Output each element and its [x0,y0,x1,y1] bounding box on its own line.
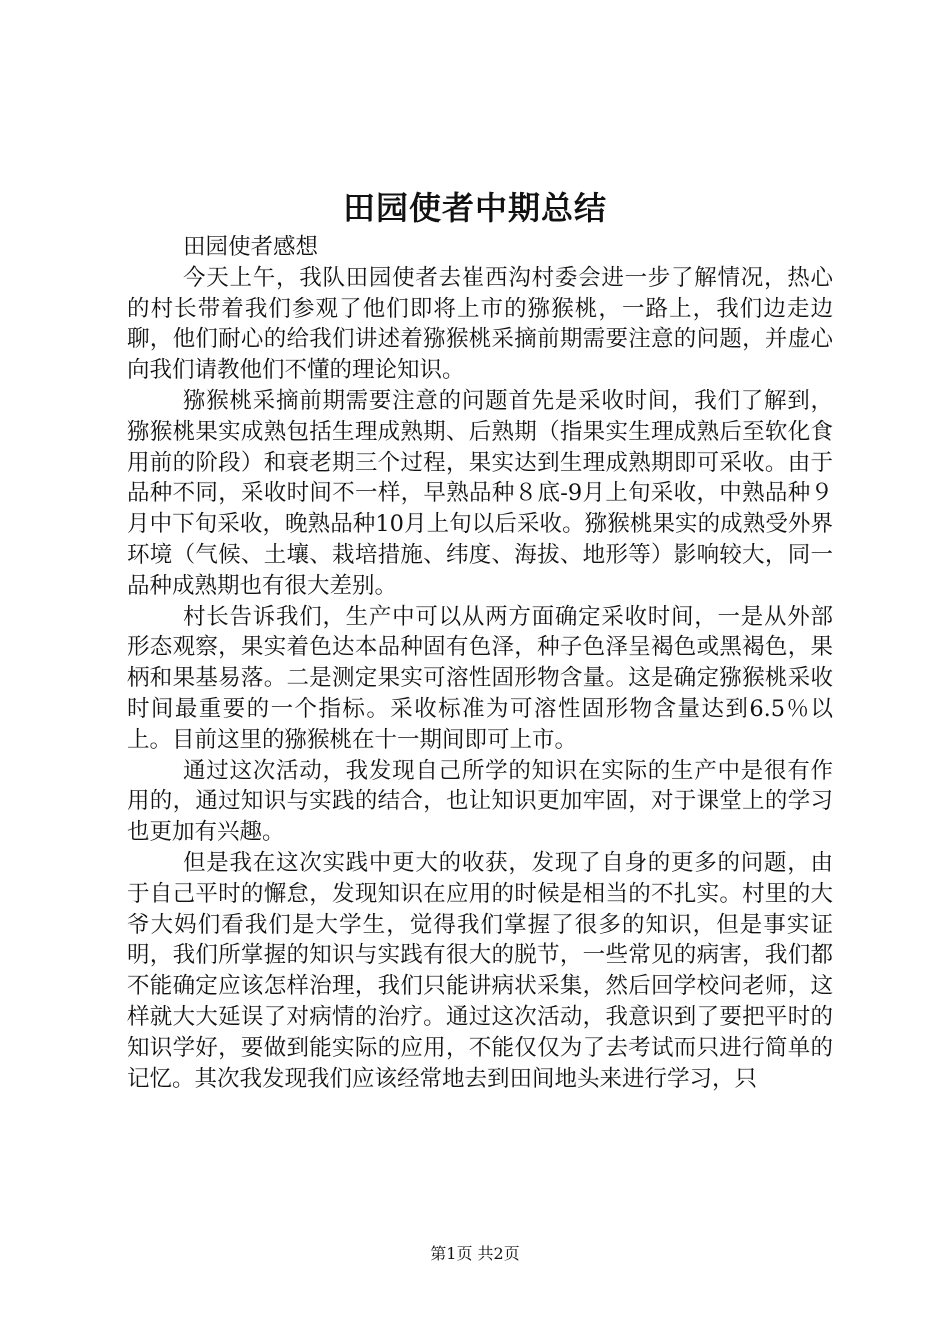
paragraph: 通过这次活动，我发现自己所学的知识在实际的生产中是很有作用的，通过知识与实践的结合，也让知识更加牢固，对于课堂上的学习也更加有兴趣。 [127,757,833,846]
paragraph-heading: 田园使者感想 [183,234,319,260]
document-body [127,232,833,1094]
paragraph: 今天上午，我队田园使者去崔西沟村委会进一步了解情况，热心的村长带着我们参观了他们即将上市的猕猴桃，一路上，我们边走边聊，他们耐心的给我们讲述着猕猴桃采摘前期需要注意的问题，并虚心向我们请教他们不懂的理论知识。 [127,264,833,384]
paragraph: 村长告诉我们，生产中可以从两方面确定采收时间，一是从外部形态观察，果实着色达本品种固有色泽，种子色泽呈褐色或黑褐色，果柄和果基易落。二是测定果实可溶性固形物含量。这是确定猕猴桃采收时间最重要的一个指标。采收标准为可溶性固形物含量达到6.5％以上。目前这里的猕猴桃在十一期间即可上市。 [127,603,833,753]
document-title: 田园使者中期总结 [342,189,607,227]
page-number-footer: 第1页 共2页 [430,1244,520,1263]
paragraph: 但是我在这次实践中更大的收获，发现了自身的更多的问题，由于自己平时的懈怠，发现知识在应用的时候是相当的不扎实。村里的大爷大妈们看我们是大学生，觉得我们掌握了很多的知识，但是事实证明，我们所掌握的知识与实践有很大的脱节，一些常见的病害，我们都不能确定应该怎样治理，我们只能讲病状采集，然后回学校问老师，这样就大大延误了对病情的治疗。通过这次活动，我意识到了要把平时的知识学好，要做到能实际的应用，不能仅仅为了去考试而只进行简单的记忆。其次我发现我们应该经常地去到田间地头来进行学习，只 [127,849,833,1092]
paragraph: 猕猴桃采摘前期需要注意的问题首先是采收时间，我们了解到，猕猴桃果实成熟包括生理成熟期、后熟期（指果实生理成熟后至软化食用前的阶段）和衰老期三个过程，果实达到生理成熟期即可采收。由于品种不同，采收时间不一样，早熟品种８底-9月上旬采收，中熟品种９月中下旬采收，晚熟品种10月上旬以后采收。猕猴桃果实的成熟受外界环境（气候、土壤、栽培措施、纬度、海拔、地形等）影响较大，同一品种成熟期也有很大差别。 [127,387,833,599]
